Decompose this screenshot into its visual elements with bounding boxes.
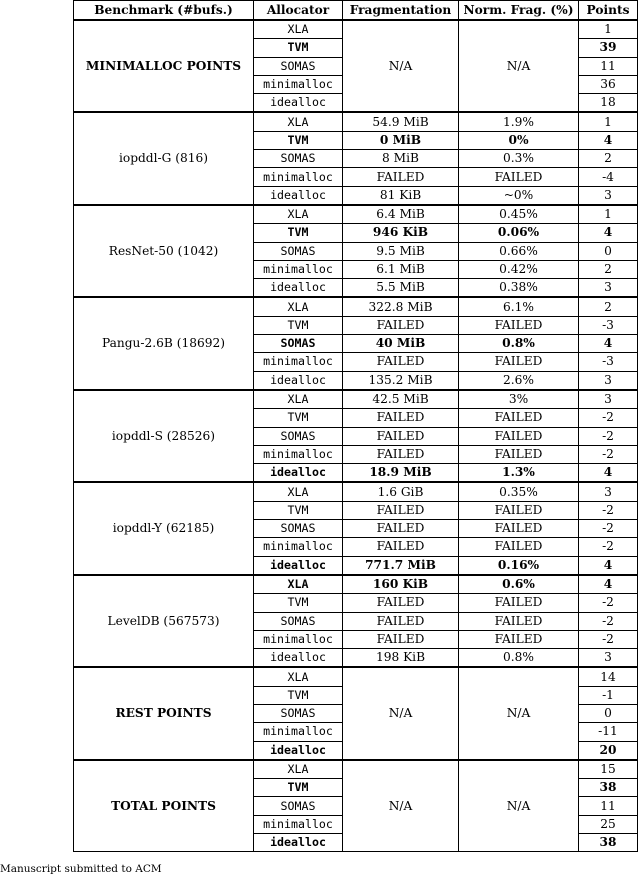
- points-cell: 11: [579, 57, 638, 75]
- points-cell: -2: [579, 427, 638, 445]
- points-cell: -1: [579, 686, 638, 704]
- points-cell: -2: [579, 409, 638, 427]
- fragmentation-cell: 0 MiB: [343, 131, 459, 149]
- allocator-cell: idealloc: [254, 371, 343, 390]
- points-cell: -2: [579, 501, 638, 519]
- table-row: [74, 482, 638, 501]
- norm-frag-cell: 0.8%: [459, 335, 579, 353]
- results-table: [73, 0, 638, 852]
- norm-frag-cell: 0.66%: [459, 242, 579, 260]
- points-cell: -2: [579, 445, 638, 463]
- points-cell: 3: [579, 649, 638, 668]
- points-cell: 38: [579, 779, 638, 797]
- footer-note: Manuscript submitted to ACM: [0, 863, 162, 875]
- points-cell: -11: [579, 723, 638, 741]
- fragmentation-cell: FAILED: [343, 409, 459, 427]
- norm-frag-cell: FAILED: [459, 594, 579, 612]
- fragmentation-cell: 160 KiB: [343, 575, 459, 594]
- allocator-cell: SOMAS: [254, 242, 343, 260]
- allocator-cell: idealloc: [254, 556, 343, 575]
- allocator-cell: XLA: [254, 20, 343, 39]
- points-cell: 15: [579, 760, 638, 779]
- points-cell: -3: [579, 316, 638, 334]
- fragmentation-cell: 81 KiB: [343, 186, 459, 205]
- points-cell: 3: [579, 186, 638, 205]
- norm-frag-cell: 0.35%: [459, 482, 579, 501]
- benchmark-cell: LevelDB (567573): [74, 575, 254, 667]
- allocator-cell: XLA: [254, 390, 343, 409]
- fragmentation-cell: 42.5 MiB: [343, 390, 459, 409]
- points-cell: 2: [579, 297, 638, 316]
- norm-frag-cell: N/A: [459, 20, 579, 112]
- points-cell: 11: [579, 797, 638, 815]
- norm-frag-cell: FAILED: [459, 501, 579, 519]
- norm-frag-cell: FAILED: [459, 630, 579, 648]
- norm-frag-cell: FAILED: [459, 168, 579, 186]
- fragmentation-cell: 198 KiB: [343, 649, 459, 668]
- points-cell: 38: [579, 834, 638, 852]
- header-row: [74, 1, 638, 21]
- points-cell: -2: [579, 538, 638, 556]
- benchmark-cell: ResNet-50 (1042): [74, 205, 254, 297]
- allocator-cell: TVM: [254, 39, 343, 57]
- header-fragmentation: Fragmentation: [343, 1, 459, 21]
- fragmentation-cell: 8 MiB: [343, 150, 459, 168]
- allocator-cell: SOMAS: [254, 704, 343, 722]
- points-cell: 1: [579, 112, 638, 131]
- table-row: [74, 112, 638, 131]
- fragmentation-cell: FAILED: [343, 538, 459, 556]
- table-row: [74, 390, 638, 409]
- fragmentation-cell: FAILED: [343, 520, 459, 538]
- table-row: [74, 20, 638, 39]
- allocator-cell: idealloc: [254, 94, 343, 113]
- allocator-cell: TVM: [254, 501, 343, 519]
- norm-frag-cell: FAILED: [459, 538, 579, 556]
- norm-frag-cell: FAILED: [459, 409, 579, 427]
- table-row: [74, 205, 638, 224]
- fragmentation-cell: FAILED: [343, 612, 459, 630]
- fragmentation-cell: 18.9 MiB: [343, 464, 459, 483]
- benchmark-cell: iopddl-G (816): [74, 112, 254, 204]
- points-cell: 3: [579, 371, 638, 390]
- benchmark-cell: iopddl-Y (62185): [74, 482, 254, 574]
- allocator-cell: minimalloc: [254, 538, 343, 556]
- header-allocator: Allocator: [254, 1, 343, 21]
- points-cell: 4: [579, 575, 638, 594]
- norm-frag-cell: 0.45%: [459, 205, 579, 224]
- norm-frag-cell: FAILED: [459, 427, 579, 445]
- allocator-cell: idealloc: [254, 279, 343, 298]
- points-cell: 4: [579, 131, 638, 149]
- allocator-cell: XLA: [254, 482, 343, 501]
- points-cell: 2: [579, 150, 638, 168]
- points-cell: -2: [579, 612, 638, 630]
- allocator-cell: SOMAS: [254, 520, 343, 538]
- allocator-cell: idealloc: [254, 186, 343, 205]
- allocator-cell: SOMAS: [254, 335, 343, 353]
- points-cell: -3: [579, 353, 638, 371]
- allocator-cell: TVM: [254, 224, 343, 242]
- norm-frag-cell: FAILED: [459, 445, 579, 463]
- table-row: [74, 760, 638, 779]
- norm-frag-cell: 3%: [459, 390, 579, 409]
- norm-frag-cell: 0.6%: [459, 575, 579, 594]
- norm-frag-cell: FAILED: [459, 353, 579, 371]
- fragmentation-cell: 6.4 MiB: [343, 205, 459, 224]
- norm-frag-cell: 0.8%: [459, 649, 579, 668]
- allocator-cell: SOMAS: [254, 612, 343, 630]
- table-row: [74, 575, 638, 594]
- fragmentation-cell: 40 MiB: [343, 335, 459, 353]
- fragmentation-cell: 322.8 MiB: [343, 297, 459, 316]
- fragmentation-cell: 946 KiB: [343, 224, 459, 242]
- fragmentation-cell: 135.2 MiB: [343, 371, 459, 390]
- allocator-cell: SOMAS: [254, 57, 343, 75]
- table-row: [74, 297, 638, 316]
- points-cell: 18: [579, 94, 638, 113]
- points-cell: 25: [579, 815, 638, 833]
- allocator-cell: TVM: [254, 316, 343, 334]
- benchmark-cell: REST POINTS: [74, 667, 254, 759]
- allocator-cell: minimalloc: [254, 445, 343, 463]
- norm-frag-cell: FAILED: [459, 316, 579, 334]
- allocator-cell: idealloc: [254, 464, 343, 483]
- fragmentation-cell: FAILED: [343, 445, 459, 463]
- points-cell: 4: [579, 335, 638, 353]
- allocator-cell: minimalloc: [254, 630, 343, 648]
- points-cell: 4: [579, 464, 638, 483]
- points-cell: 0: [579, 242, 638, 260]
- points-cell: 1: [579, 20, 638, 39]
- allocator-cell: minimalloc: [254, 723, 343, 741]
- benchmark-cell: Pangu-2.6B (18692): [74, 297, 254, 389]
- allocator-cell: XLA: [254, 667, 343, 686]
- fragmentation-cell: N/A: [343, 667, 459, 759]
- fragmentation-cell: FAILED: [343, 630, 459, 648]
- allocator-cell: idealloc: [254, 741, 343, 760]
- norm-frag-cell: 0.38%: [459, 279, 579, 298]
- fragmentation-cell: FAILED: [343, 168, 459, 186]
- header-points: Points: [579, 1, 638, 21]
- points-cell: -2: [579, 630, 638, 648]
- points-cell: 4: [579, 556, 638, 575]
- points-cell: 0: [579, 704, 638, 722]
- allocator-cell: TVM: [254, 409, 343, 427]
- allocator-cell: minimalloc: [254, 815, 343, 833]
- fragmentation-cell: FAILED: [343, 501, 459, 519]
- fragmentation-cell: FAILED: [343, 594, 459, 612]
- norm-frag-cell: ~0%: [459, 186, 579, 205]
- allocator-cell: minimalloc: [254, 260, 343, 278]
- allocator-cell: TVM: [254, 594, 343, 612]
- fragmentation-cell: FAILED: [343, 427, 459, 445]
- points-cell: 4: [579, 224, 638, 242]
- norm-frag-cell: 1.9%: [459, 112, 579, 131]
- allocator-cell: XLA: [254, 112, 343, 131]
- benchmark-cell: iopddl-S (28526): [74, 390, 254, 482]
- header-norm-frag: Norm. Frag. (%): [459, 1, 579, 21]
- points-cell: 2: [579, 260, 638, 278]
- points-cell: 3: [579, 279, 638, 298]
- allocator-cell: XLA: [254, 205, 343, 224]
- fragmentation-cell: 9.5 MiB: [343, 242, 459, 260]
- points-cell: -2: [579, 520, 638, 538]
- allocator-cell: SOMAS: [254, 427, 343, 445]
- benchmark-cell: MINIMALLOC POINTS: [74, 20, 254, 112]
- norm-frag-cell: 1.3%: [459, 464, 579, 483]
- header-benchmark: Benchmark (#bufs.): [74, 1, 254, 21]
- points-cell: 3: [579, 482, 638, 501]
- norm-frag-cell: FAILED: [459, 612, 579, 630]
- allocator-cell: XLA: [254, 575, 343, 594]
- fragmentation-cell: 1.6 GiB: [343, 482, 459, 501]
- allocator-cell: minimalloc: [254, 353, 343, 371]
- allocator-cell: XLA: [254, 760, 343, 779]
- fragmentation-cell: FAILED: [343, 316, 459, 334]
- norm-frag-cell: 0.42%: [459, 260, 579, 278]
- table-body: [74, 20, 638, 852]
- points-cell: 1: [579, 205, 638, 224]
- allocator-cell: TVM: [254, 686, 343, 704]
- norm-frag-cell: 0.06%: [459, 224, 579, 242]
- allocator-cell: XLA: [254, 297, 343, 316]
- benchmark-cell: TOTAL POINTS: [74, 760, 254, 852]
- fragmentation-cell: N/A: [343, 20, 459, 112]
- points-cell: -2: [579, 594, 638, 612]
- fragmentation-cell: 6.1 MiB: [343, 260, 459, 278]
- fragmentation-cell: 5.5 MiB: [343, 279, 459, 298]
- fragmentation-cell: FAILED: [343, 353, 459, 371]
- norm-frag-cell: 0%: [459, 131, 579, 149]
- fragmentation-cell: 54.9 MiB: [343, 112, 459, 131]
- points-cell: -4: [579, 168, 638, 186]
- allocator-cell: SOMAS: [254, 150, 343, 168]
- points-cell: 3: [579, 390, 638, 409]
- points-cell: 36: [579, 75, 638, 93]
- norm-frag-cell: N/A: [459, 667, 579, 759]
- points-cell: 14: [579, 667, 638, 686]
- norm-frag-cell: N/A: [459, 760, 579, 852]
- allocator-cell: SOMAS: [254, 797, 343, 815]
- norm-frag-cell: 0.16%: [459, 556, 579, 575]
- table-row: [74, 667, 638, 686]
- norm-frag-cell: 0.3%: [459, 150, 579, 168]
- norm-frag-cell: 6.1%: [459, 297, 579, 316]
- allocator-cell: minimalloc: [254, 168, 343, 186]
- allocator-cell: idealloc: [254, 834, 343, 852]
- norm-frag-cell: FAILED: [459, 520, 579, 538]
- fragmentation-cell: N/A: [343, 760, 459, 852]
- allocator-cell: minimalloc: [254, 75, 343, 93]
- allocator-cell: idealloc: [254, 649, 343, 668]
- allocator-cell: TVM: [254, 131, 343, 149]
- fragmentation-cell: 771.7 MiB: [343, 556, 459, 575]
- norm-frag-cell: 2.6%: [459, 371, 579, 390]
- allocator-cell: TVM: [254, 779, 343, 797]
- points-cell: 20: [579, 741, 638, 760]
- points-cell: 39: [579, 39, 638, 57]
